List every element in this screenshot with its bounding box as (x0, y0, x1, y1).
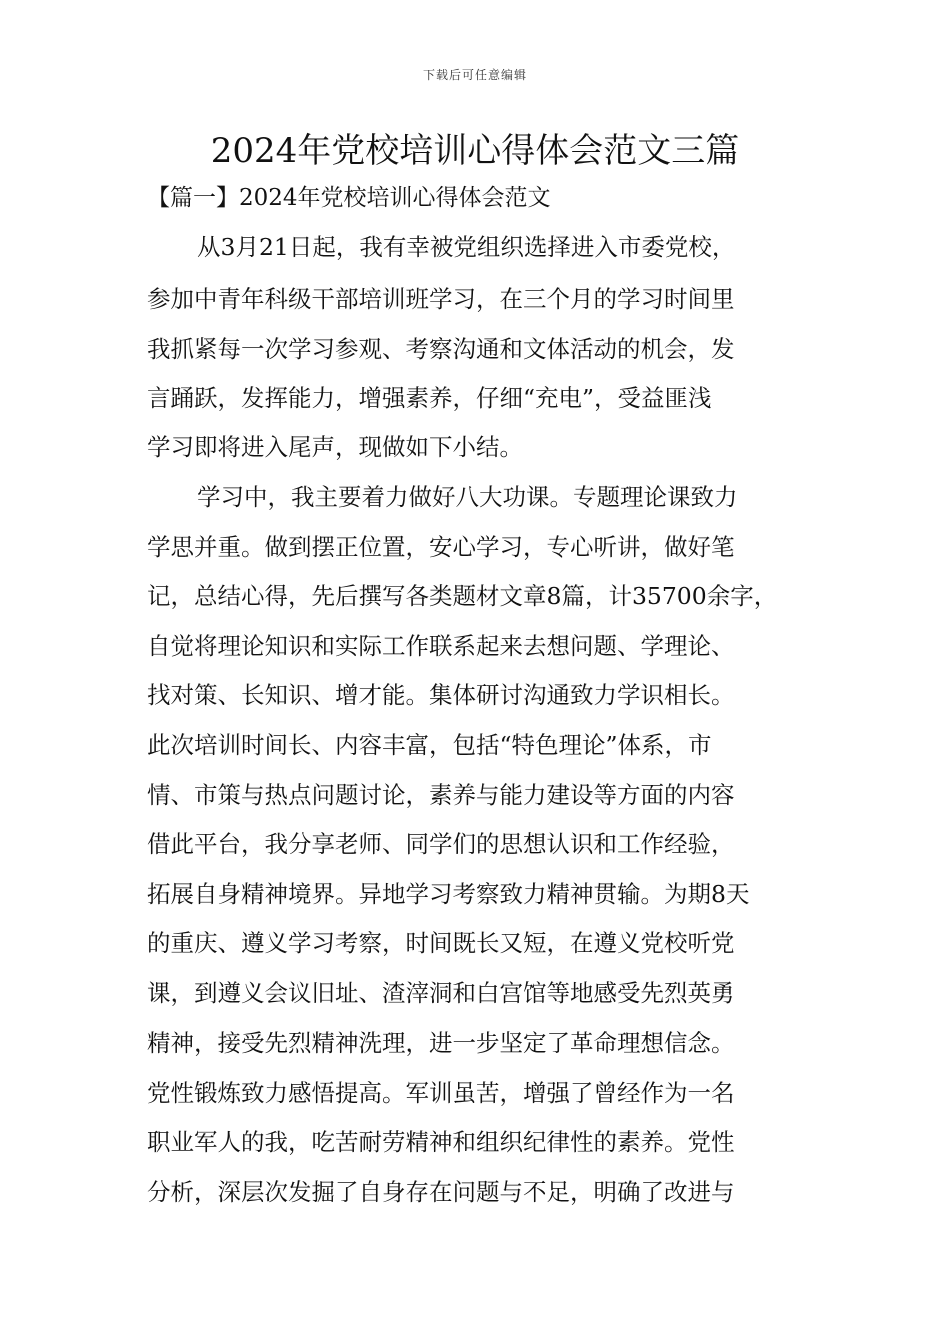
body-line-2: 参加中青年科级干部培训班学习，在三个月的学习时间里 (147, 285, 735, 313)
body-line-11: 此次培训时间长、内容丰富，包括“特色理论”体系，市 (147, 731, 712, 759)
body-line-9: 自觉将理论知识和实际工作联系起来去想问题、学理论、 (147, 632, 735, 660)
body-line-12: 情、市策与热点问题讨论，素养与能力建设等方面的内容 (147, 781, 735, 809)
body-line-4: 言踊跃，发挥能力，增强素养，仔细“充电”，受益匪浅 (147, 384, 712, 412)
body-line-15: 的重庆、遵义学习考察，时间既长又短，在遵义党校听党 (147, 929, 735, 957)
body-line-1: 从3月21日起，我有幸被党组织选择进入市委党校， (197, 233, 736, 261)
body-line-6: 学习中，我主要着力做好八大功课。专题理论课致力 (197, 483, 738, 511)
body-line-17: 精神，接受先烈精神洗理，进一步坚定了革命理想信念。 (147, 1029, 735, 1057)
body-line-5: 学习即将进入尾声，现做如下小结。 (147, 433, 523, 461)
body-line-8: 记，总结心得，先后撰写各类题材文章8篇，计35700余字， (147, 582, 778, 610)
body-line-18: 党性锻炼致力感悟提高。军训虽苦，增强了曾经作为一名 (147, 1079, 735, 1107)
document-title: 2024年党校培训心得体会范文三篇 (210, 131, 740, 171)
body-line-3: 我抓紧每一次学习参观、考察沟通和文体活动的机会，发 (147, 335, 735, 363)
section-heading: 【篇一】2024年党校培训心得体会范文 (147, 185, 551, 211)
body-line-7: 学思并重。做到摆正位置，安心学习，专心听讲，做好笔 (147, 533, 735, 561)
body-line-20: 分析，深层次发掘了自身存在问题与不足，明确了改进与 (147, 1178, 735, 1206)
body-line-13: 借此平台，我分享老师、同学们的思想认识和工作经验， (147, 830, 735, 858)
body-line-10: 找对策、长知识、增才能。集体研讨沟通致力学识相长。 (147, 681, 735, 709)
body-line-16: 课，到遵义会议旧址、渣滓洞和白宫馆等地感受先烈英勇 (147, 979, 735, 1007)
page-header-note: 下载后可任意编辑 (422, 68, 527, 82)
body-line-14: 拓展自身精神境界。异地学习考察致力精神贯输。为期8天 (147, 880, 750, 908)
body-line-19: 职业军人的我，吃苦耐劳精神和组织纪律性的素养。党性 (147, 1128, 735, 1156)
